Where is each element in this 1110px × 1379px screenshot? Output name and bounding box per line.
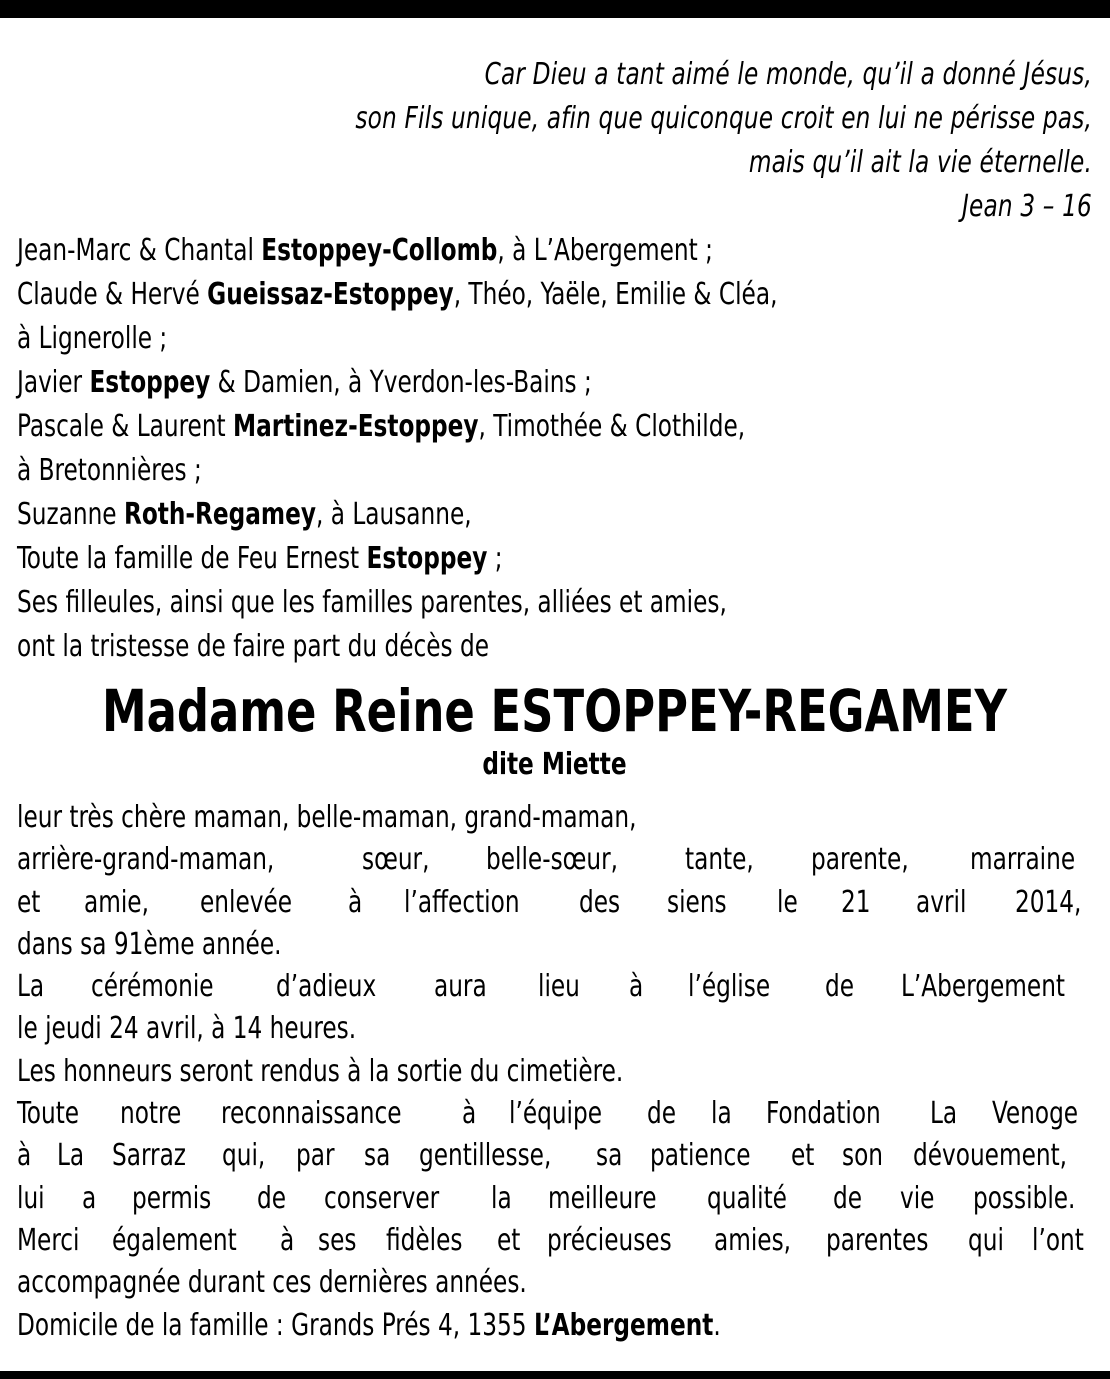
word: Sarraz bbox=[112, 1138, 187, 1174]
word: à bbox=[347, 884, 362, 920]
family-surname: Martinez-Estoppey bbox=[233, 409, 479, 444]
family-text: , Timothée & Clothilde, bbox=[478, 409, 746, 444]
word: et bbox=[17, 884, 41, 920]
obituary-notice bbox=[17, 53, 1092, 1347]
word: gentillesse, bbox=[418, 1138, 551, 1174]
domicile-town: L’Abergement bbox=[533, 1307, 714, 1343]
family-line bbox=[17, 493, 942, 537]
family-line bbox=[17, 405, 942, 449]
word: La bbox=[929, 1096, 957, 1132]
word: parente, bbox=[810, 842, 909, 878]
body-line-justified bbox=[17, 1220, 1092, 1262]
family-text: ; bbox=[487, 541, 503, 576]
word: parentes bbox=[826, 1222, 929, 1258]
word: permis bbox=[131, 1180, 211, 1216]
word: Fondation bbox=[765, 1096, 881, 1132]
word: également bbox=[112, 1222, 237, 1258]
body-line: leur très chère maman, belle-maman, grand-maman, bbox=[17, 800, 637, 835]
family-text: , à L’Abergement ; bbox=[497, 233, 713, 268]
word: siens bbox=[667, 884, 727, 920]
word: 21 bbox=[841, 884, 871, 920]
family-text: , à Lausanne, bbox=[316, 497, 472, 532]
family-surname: Estoppey bbox=[89, 365, 211, 400]
word: l’équipe bbox=[508, 1096, 602, 1132]
family-line bbox=[17, 273, 942, 317]
word: avril bbox=[915, 884, 967, 920]
word: son bbox=[841, 1138, 883, 1174]
word: Toute bbox=[17, 1096, 80, 1132]
word: qui bbox=[967, 1222, 1004, 1258]
word: conserver bbox=[323, 1180, 439, 1216]
deceased-name: Madame Reine ESTOPPEY-REGAMEY bbox=[101, 677, 1008, 745]
bible-verse bbox=[168, 53, 1093, 229]
family-line bbox=[17, 361, 942, 405]
family-text: , Théo, Yaële, Emilie & Cléa, bbox=[453, 277, 778, 312]
word: qui, bbox=[221, 1138, 266, 1174]
domicile-text: Domicile de la famille : Grands Prés 4, 1355 bbox=[17, 1307, 534, 1343]
verse-reference: Jean 3 – 16 bbox=[962, 189, 1092, 224]
word: meilleure bbox=[547, 1180, 657, 1216]
word: à bbox=[628, 969, 644, 1005]
family-text: Ses filleules, ainsi que les familles parentes, alliées et amies, bbox=[17, 585, 727, 620]
bottom-rule bbox=[0, 1371, 1110, 1379]
family-line bbox=[17, 625, 942, 669]
word: et bbox=[497, 1222, 521, 1258]
word: dévouement, bbox=[912, 1138, 1067, 1174]
verse-line: son Fils unique, afin que quiconque croit en lui ne périsse pas, bbox=[355, 101, 1092, 136]
family-line bbox=[17, 317, 942, 361]
word: qualité bbox=[706, 1180, 787, 1216]
family-text: Pascale & Laurent bbox=[17, 409, 234, 444]
word: Merci bbox=[17, 1222, 80, 1258]
word: belle-sœur, bbox=[485, 842, 618, 878]
body-line: dans sa 91ème année. bbox=[17, 926, 282, 962]
word: sa bbox=[364, 1138, 391, 1174]
body-line: Les honneurs seront rendus à la sortie du cimetière. bbox=[17, 1053, 624, 1089]
family-list bbox=[17, 229, 1092, 669]
family-surname: Gueissaz-Estoppey bbox=[207, 277, 454, 312]
family-text: à Lignerolle ; bbox=[17, 321, 168, 356]
family-line bbox=[17, 449, 942, 493]
top-rule bbox=[0, 0, 1110, 18]
word: lui bbox=[17, 1180, 45, 1216]
word: arrière-grand-maman, bbox=[17, 842, 275, 878]
body-line-justified bbox=[17, 1178, 1092, 1220]
body-line-justified bbox=[17, 966, 1092, 1008]
word: fidèles bbox=[385, 1222, 463, 1258]
word: par bbox=[295, 1138, 335, 1174]
family-text: Toute la famille de Feu Ernest bbox=[17, 541, 367, 576]
word: cérémonie bbox=[90, 969, 214, 1005]
word: reconnaissance bbox=[221, 1096, 402, 1132]
word: l’ont bbox=[1031, 1222, 1084, 1258]
word: La bbox=[57, 1138, 85, 1174]
body-line: le jeudi 24 avril, à 14 heures. bbox=[17, 1011, 357, 1047]
word: précieuses bbox=[546, 1222, 672, 1258]
word: aura bbox=[434, 969, 488, 1005]
word: marraine bbox=[969, 842, 1075, 878]
word: de bbox=[825, 969, 855, 1005]
verse-line: mais qu’il ait la vie éternelle. bbox=[748, 145, 1092, 180]
body-line-justified bbox=[17, 1135, 1092, 1177]
deceased-nickname: dite Miette bbox=[482, 747, 627, 782]
word: a bbox=[82, 1180, 97, 1216]
family-line bbox=[17, 537, 942, 581]
family-text: Claude & Hervé bbox=[17, 277, 208, 312]
word: amies, bbox=[714, 1222, 792, 1258]
word: à bbox=[461, 1096, 476, 1132]
word: sœur, bbox=[361, 842, 430, 878]
body-line: accompagnée durant ces dernières années. bbox=[17, 1265, 527, 1301]
domicile-line bbox=[17, 1305, 942, 1347]
family-text: ont la tristesse de faire part du décès de bbox=[17, 629, 490, 664]
word: vie bbox=[899, 1180, 935, 1216]
word: de bbox=[256, 1180, 286, 1216]
body-line-justified bbox=[17, 1093, 1092, 1135]
word: de bbox=[647, 1096, 677, 1132]
body-line-justified bbox=[17, 839, 1092, 881]
word: amie, bbox=[84, 884, 150, 920]
word: possible. bbox=[972, 1180, 1076, 1216]
family-surname: Roth-Regamey bbox=[123, 497, 317, 532]
word: Venoge bbox=[991, 1096, 1078, 1132]
word: la bbox=[490, 1180, 512, 1216]
word: de bbox=[832, 1180, 862, 1216]
family-surname: Estoppey-Collomb bbox=[261, 233, 498, 268]
verse-line: Car Dieu a tant aimé le monde, qu’il a donné Jésus, bbox=[484, 57, 1093, 92]
word: la bbox=[711, 1096, 733, 1132]
family-line bbox=[17, 581, 942, 625]
obituary-body bbox=[17, 797, 1092, 1347]
body-line-justified bbox=[17, 882, 1092, 924]
word: à bbox=[17, 1138, 32, 1174]
word: l’affection bbox=[404, 884, 520, 920]
family-text: & Damien, à Yverdon-les-Bains ; bbox=[210, 365, 592, 400]
word: L’Abergement bbox=[901, 969, 1066, 1005]
family-line bbox=[17, 229, 942, 273]
word: patience bbox=[650, 1138, 751, 1174]
family-text: Suzanne bbox=[17, 497, 124, 532]
family-text: Javier bbox=[17, 365, 90, 400]
word: ses bbox=[318, 1222, 357, 1258]
word: 2014, bbox=[1014, 884, 1082, 920]
word: La bbox=[17, 969, 45, 1005]
word: l’église bbox=[687, 969, 770, 1005]
word: lieu bbox=[537, 969, 580, 1005]
domicile-end: . bbox=[713, 1307, 721, 1343]
word: enlevée bbox=[200, 884, 293, 920]
word: sa bbox=[595, 1138, 623, 1174]
word: et bbox=[790, 1138, 815, 1174]
word: d’adieux bbox=[275, 969, 376, 1005]
family-text: Jean-Marc & Chantal bbox=[17, 233, 262, 268]
family-text: à Bretonnières ; bbox=[17, 453, 202, 488]
word: à bbox=[279, 1222, 294, 1258]
word: des bbox=[579, 884, 621, 920]
word: le bbox=[776, 884, 798, 920]
word: notre bbox=[119, 1096, 181, 1132]
word: tante, bbox=[684, 842, 754, 878]
family-surname: Estoppey bbox=[366, 541, 488, 576]
